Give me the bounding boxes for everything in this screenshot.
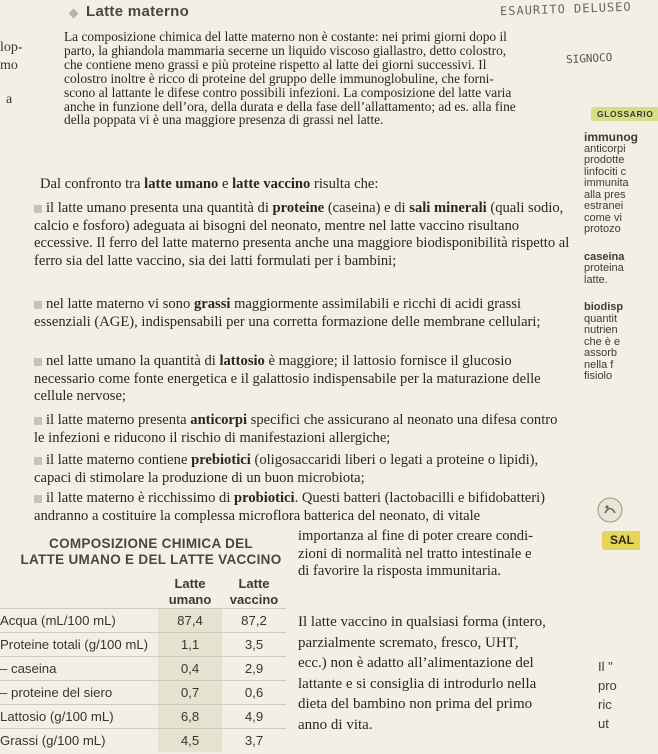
table-row bbox=[0, 609, 286, 633]
glossary-tab: GLOSSARIO bbox=[591, 107, 658, 121]
bullet-icon bbox=[34, 417, 42, 425]
left-margin-fragments bbox=[0, 40, 23, 108]
table-body bbox=[0, 609, 286, 753]
bullet-icon bbox=[34, 457, 42, 465]
heading-bullet-icon bbox=[69, 9, 79, 19]
cell-vaccino: 4,9 bbox=[222, 705, 286, 729]
cell-umano: 6,8 bbox=[158, 705, 222, 729]
cell-vaccino: 2,9 bbox=[222, 657, 286, 681]
col-header-umano: Latte umano bbox=[168, 576, 212, 607]
intro-line: scono al lattante le difese contro possibili infezioni. La composizione del latte varia bbox=[64, 84, 512, 100]
intro-line: della poppata vi è una maggiore presenza di grassi nel latte. bbox=[64, 112, 384, 128]
section-heading: Latte materno bbox=[86, 3, 190, 20]
glossary-sidebar: immunog anticorpi prodotte linfociti c immunita alla pres estranei come vi protozo caseina proteina latte. biodisp quantit nutrien che è e assorb nella f fisiolo bbox=[584, 130, 638, 382]
cell-vaccino: 3,5 bbox=[222, 633, 286, 657]
bullet-grassi: nel latte materno vi sono grassi maggiormente assimilabili e ricchi di acidi grassi essenziali (AGE), indispensabili per una corretta formazione delle membrane cellulari; bbox=[34, 296, 541, 330]
bullet-anticorpi: il latte materno presenta anticorpi specifici che assicurano al neonato una difesa contro le infezioni e riducono il rischio di manifestazioni allergiche; bbox=[34, 412, 558, 446]
cell-umano: 1,1 bbox=[158, 633, 222, 657]
table-row bbox=[0, 681, 286, 705]
cell-vaccino: 0,6 bbox=[222, 681, 286, 705]
cell-vaccino: 3,7 bbox=[222, 729, 286, 753]
cell-umano: 4,5 bbox=[158, 729, 222, 753]
cell-umano: 87,4 bbox=[158, 609, 222, 633]
glossary-term: caseina bbox=[584, 250, 625, 263]
bullet-icon bbox=[34, 205, 42, 213]
row-label: Proteine totali (g/100 mL) bbox=[0, 633, 158, 657]
table-row bbox=[0, 633, 286, 657]
margin-fragment: a bbox=[6, 92, 13, 107]
handwritten-note-secondary: SIGNOCO bbox=[565, 50, 613, 67]
salute-tab: SAL bbox=[602, 531, 640, 550]
bacteria-icon bbox=[597, 497, 623, 523]
table-row bbox=[0, 657, 286, 681]
glossary-term: biodisp bbox=[584, 301, 624, 313]
intro-line: parto, la ghiandola mammaria secerne un liquido viscoso giallastro, detto colostro, bbox=[64, 42, 507, 58]
row-label: Acqua (mL/100 mL) bbox=[0, 609, 158, 633]
row-label: – caseina bbox=[0, 657, 158, 681]
margin-fragment: mo bbox=[0, 58, 18, 73]
intro-line: anche in funzione dell’ora, della durata e della fase dell’allattamento; ad es. alla fine bbox=[64, 98, 516, 114]
bullet-icon bbox=[34, 301, 42, 309]
probiotici-continuation: importanza al fine di poter creare condi- zioni di normalità nel tratto intestinale e di favorire la risposta immunitaria. bbox=[298, 528, 534, 579]
vaccino-note: Il latte vaccino in qualsiasi forma (intero, parzialmente scremato, fresco, UHT, ecc.) non è adatto all’alimentazione del lattante e si consiglia di introdurlo nella dieta del bambino non prima del primo anno di vita. bbox=[298, 614, 546, 733]
cell-vaccino: 87,2 bbox=[222, 609, 286, 633]
handwritten-note: ESAURITO DELUSEO bbox=[499, 0, 632, 19]
row-label: Grassi (g/100 mL) bbox=[0, 729, 158, 753]
bullet-prebiotici: il latte materno contiene prebiotici (oligosaccaridi liberi o legati a proteine o lipidi), capaci di stimolare la produzione di un buon microbiota; bbox=[34, 452, 539, 486]
glossary-term: immunog bbox=[584, 130, 638, 144]
bullet-proteine: il latte umano presenta una quantità di proteine (caseina) e di sali minerali (quali sodio, calcio e fosforo) adeguata ai bisogni del neonato, mentre nel latte vaccino risultano eccessive. Il ferro del latte materno presenta anche una maggiore biodisponibilità rispetto al ferro sia del latte vaccino, sia dei latti formulati per i bambini; bbox=[34, 200, 570, 269]
bullet-probiotici: il latte materno è ricchissimo di probiotici. Questi batteri (lactobacilli e bifidobatteri) andranno a costituire la complessa microflora batterica del neonato, di vitale bbox=[34, 490, 546, 524]
composition-table-box bbox=[0, 536, 302, 754]
intro-line: La composizione chimica del latte materno non è costante: nei primi giorni dopo il bbox=[64, 29, 507, 44]
side-bottom-fragments: Il " pro ric ut bbox=[598, 659, 617, 731]
intro-line: che contiene meno grassi e più proteine rispetto al latte dei giorni successivi. Il bbox=[64, 56, 487, 72]
table-row bbox=[0, 729, 286, 753]
comparison-intro: Dal confronto tra latte umano e latte vaccino risulta che: bbox=[40, 176, 379, 192]
composition-table bbox=[0, 576, 286, 752]
cell-umano: 0,4 bbox=[158, 657, 222, 681]
row-label: – proteine del siero bbox=[0, 681, 158, 705]
margin-fragment: lop- bbox=[0, 40, 23, 55]
intro-line: colostro inoltre è ricco di proteine del gruppo delle immunoglobuline, che forni- bbox=[64, 70, 494, 86]
bullet-lattosio: nel latte umano la quantità di lattosio è maggiore; il lattosio fornisce il glucosio necessario come fonte energetica e il galattosio indispensabile per la maturazione delle cellule nervose; bbox=[34, 353, 541, 404]
col-header-vaccino: Latte vaccino bbox=[229, 576, 279, 607]
intro-paragraph bbox=[64, 30, 584, 127]
bullet-icon bbox=[34, 358, 42, 366]
table-title: COMPOSIZIONE CHIMICA DEL LATTE UMANO E DEL LATTE VACCINO bbox=[20, 536, 282, 567]
row-label: Lattosio (g/100 mL) bbox=[0, 705, 158, 729]
cell-umano: 0,7 bbox=[158, 681, 222, 705]
table-row bbox=[0, 705, 286, 729]
bullet-icon bbox=[34, 495, 42, 503]
